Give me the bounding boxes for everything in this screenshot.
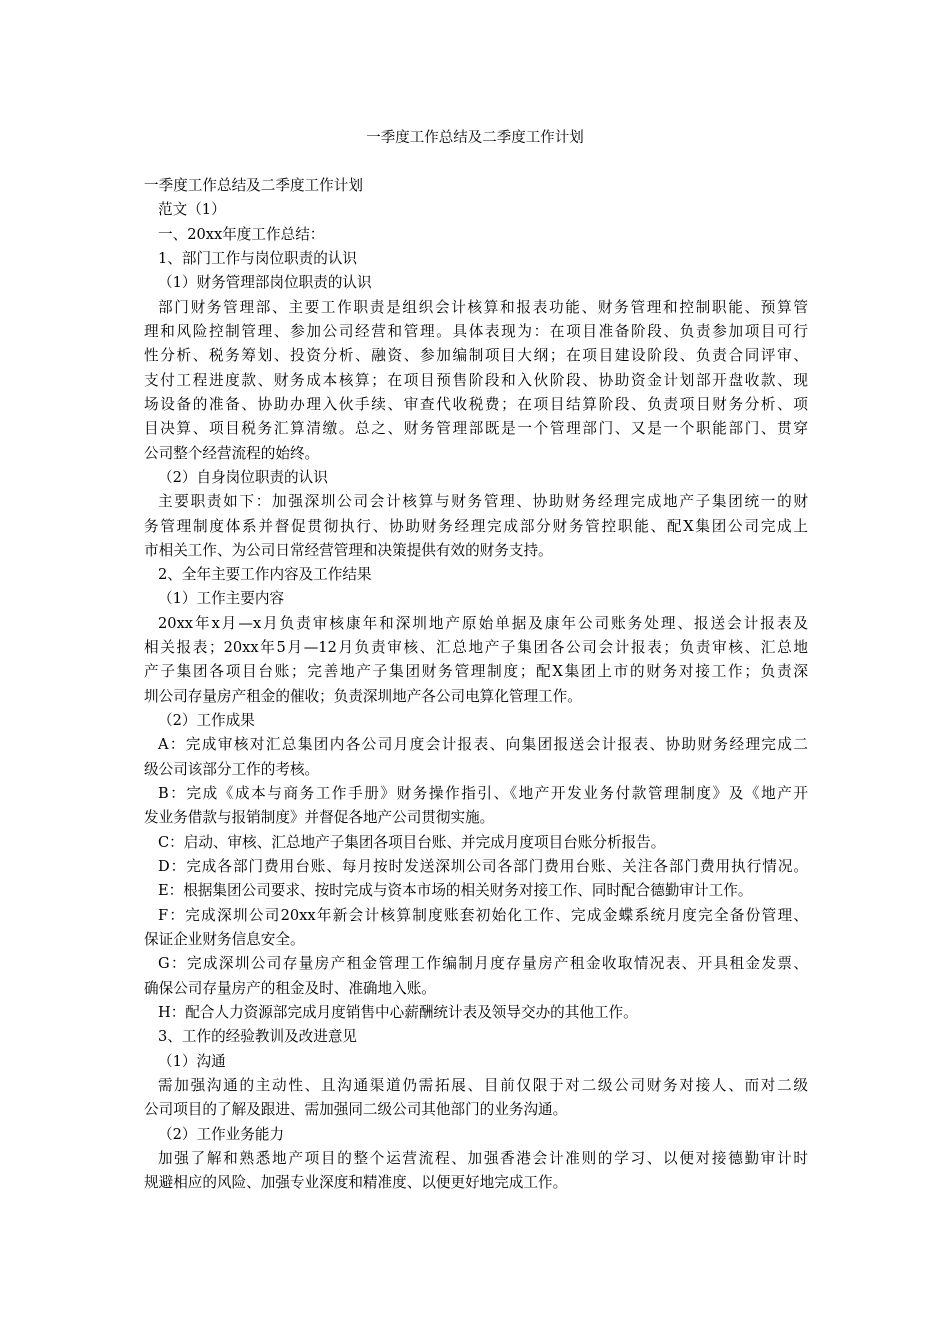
body-line: 公司整个经营流程的始终。 (144, 444, 320, 462)
body-line: 规避相应的风险、加强专业深度和精准度、以便更好地完成工作。 (144, 1174, 568, 1192)
body-line: 级公司该部分工作的考核。 (144, 760, 320, 778)
body-line: 支付工程进度款、财务成本核算；在项目预售阶段和入伙阶段、协助资金计划部开盘收款、现 (144, 371, 808, 389)
body-line: C：启动、审核、汇总地产子集团各项目台账、并完成月度项目台账分析报告。 (158, 833, 666, 851)
body-line: 保证企业财务信息安全。 (144, 930, 305, 948)
body-line: （1）财务管理部岗位职责的认识 (158, 274, 372, 292)
body-line: （2）自身岗位职责的认识 (158, 468, 328, 486)
body-line: 相关报表；20xx年5月—12月负责审核、汇总地产子集团各公司会计报表；负责审核、汇总地 (144, 639, 808, 657)
body-line: 部门财务管理部、主要工作职责是组织会计核算和报表功能、财务管理和控制职能、预算管 (158, 298, 808, 316)
body-line: 发业务借款与报销制度》并督促各地产公司贯彻实施。 (144, 809, 495, 827)
body-line: E：根据集团公司要求、按时完成与资本市场的相关财务对接工作、同时配合德勤审计工作。 (158, 882, 753, 900)
body-line: 20xx年x月—x月负责审核康年和深圳地产原始单据及康年公司账务处理、报送会计报表及 (158, 614, 808, 632)
body-line: 理和风险控制管理、参加公司经营和管理。具体表现为：在项目准备阶段、负责参加项目可行 (144, 322, 808, 340)
body-line: 1、部门工作与岗位职责的认识 (158, 250, 358, 267)
body-line: F：完成深圳公司20xx年新会计核算制度账套初始化工作、完成金蝶系统月度完全备份管理、 (158, 906, 808, 924)
body-line: 产子集团各项目台账；完善地产子集团财务管理制度；配X集团上市的财务对接工作；负责深 (144, 663, 808, 681)
body-line: 加强了解和熟悉地产项目的整个运营流程、加强香港会计准则的学习、以便对接德勤审计时 (158, 1149, 808, 1167)
body-line: H：配合人力资源部完成月度销售中心薪酬统计表及领导交办的其他工作。 (158, 1003, 638, 1021)
body-line: 一季度工作总结及二季度工作计划 (144, 177, 363, 194)
body-line: 需加强沟通的主动性、且沟通渠道仍需拓展、目前仅限于对二级公司财务对接人、而对二级 (158, 1076, 808, 1094)
body-line: 目决算、项目税务汇算清缴。总之、财务管理部既是一个管理部门、又是一个职能部门、贯穿 (144, 420, 808, 438)
document-title: 一季度工作总结及二季度工作计划 (366, 130, 584, 146)
body-line: 性分析、税务筹划、投资分析、融资、参加编制项目大纲；在项目建设阶段、负责合同评审、 (144, 347, 808, 365)
body-line: 3、工作的经验教训及改进意见 (158, 1028, 358, 1046)
body-line: （1）沟通 (158, 1052, 226, 1070)
body-line: 场设备的准备、协助办理入伙手续、审查代收税费；在项目结算阶段、负责项目财务分析、项 (144, 395, 808, 413)
body-line: 确保公司存量房产的租金及时、准确地入账。 (144, 979, 436, 997)
body-line: 主要职责如下：加强深圳公司会计核算与财务管理、协助财务经理完成地产子集团统一的财 (158, 493, 808, 511)
body-line: 圳公司存量房产租金的催收；负责深圳地产各公司电算化管理工作。 (144, 687, 582, 705)
body-line: B：完成《成本与商务工作手册》财务操作指引、《地产开发业务付款管理制度》及《地产开 (158, 785, 808, 802)
body-line: （2）工作成果 (158, 712, 255, 729)
body-line: 2、全年主要工作内容及工作结果 (158, 566, 372, 584)
body-line: 公司项目的了解及跟进、需加强同二级公司其他部门的业务沟通。 (144, 1101, 568, 1119)
body-line: （2）工作业务能力 (158, 1125, 285, 1143)
body-line: G：完成深圳公司存量房产租金管理工作编制月度存量房产租金收取情况表、开具租金发票、 (158, 955, 808, 973)
body-line: （1）工作主要内容 (158, 590, 285, 608)
body-line: A：完成审核对汇总集团内各公司月度会计报表、向集团报送会计报表、协助财务经理完成二 (158, 736, 808, 754)
body-line: 范文（1） (158, 201, 226, 219)
body-line: 市相关工作、为公司日常经营管理和决策提供有效的财务支持。 (144, 541, 553, 559)
body-line: D：完成各部门费用台账、每月按时发送深圳公司各部门费用台账、关注各部门费用执行情况。 (158, 858, 808, 875)
body-line: 一、20xx年度工作总结： (158, 225, 325, 243)
body-line: 务管理制度体系并督促贯彻执行、协助财务经理完成部分财务管控职能、配X集团公司完成上 (144, 517, 808, 535)
